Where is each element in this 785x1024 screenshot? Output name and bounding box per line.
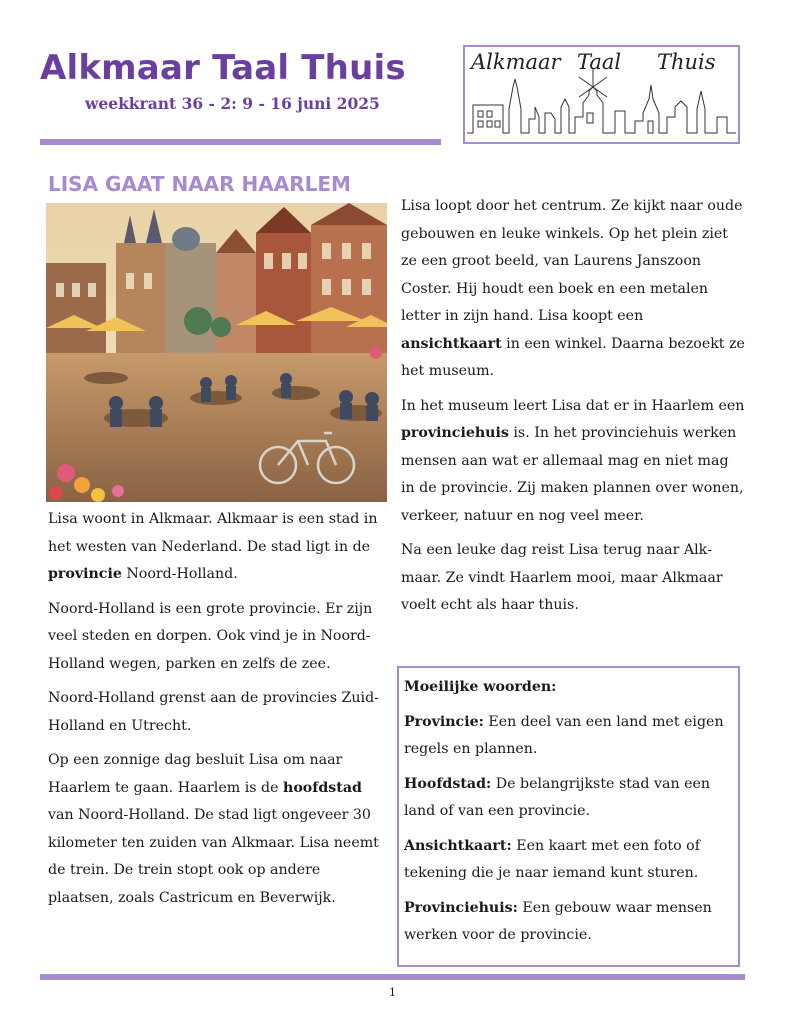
vocabulary-definition: De belangrijkste stad van een land of van een provincie.: [404, 775, 711, 819]
article-left-column: [48, 506, 388, 919]
header-divider: [40, 139, 441, 145]
vocabulary-term: Hoofdstad:: [404, 775, 492, 792]
vocabulary-item: [404, 833, 732, 888]
vocabulary-item: [404, 771, 732, 826]
vocabulary-term: Provincie:: [404, 713, 484, 730]
haarlem-square-photo: [46, 203, 387, 502]
newsletter-title: Alkmaar Taal Thuis: [40, 48, 406, 88]
vocabulary-definition: Een kaart met een foto of tekening die je naar iemand kunt sturen.: [404, 837, 700, 881]
article-paragraph: In het museum leert Lisa dat er in Haarlem een provinciehuis is. In het provinciehuis werken mensen aan wat er allemaal mag en niet mag in de provincie. Zij maken plannen over wonen, verkeer, natuur en nog veel meer.: [401, 397, 745, 524]
vocabulary-definition: Een deel van een land met eigen regels en plannen.: [404, 713, 724, 757]
logo-word-1: Alkmaar: [471, 50, 561, 74]
article-paragraph: Op een zonnige dag besluit Lisa om naar Haarlem te gaan. Haarlem is de hoofdstad van Noord-Holland. De stad ligt ongeveer 30 kilometer ten zuiden van Alkmaar. Lisa neemt de trein. De trein stopt ook op andere plaatsen, zoals Castricum en Beverwijk.: [48, 752, 379, 906]
article-paragraph: Noord-Holland grenst aan de provincies Zuid-Holland en Utrecht.: [48, 690, 379, 734]
vocabulary-item: [404, 709, 732, 764]
vocabulary-box: [397, 666, 740, 967]
vocabulary-term: Ansichtkaart:: [404, 837, 512, 854]
logo-word-3: Thuis: [657, 50, 716, 74]
footer-divider: [40, 974, 745, 980]
article-right-column: [401, 193, 746, 627]
vocabulary-definition: Een gebouw waar mensen werken voor de provincie.: [404, 899, 712, 943]
vocabulary-term: Provinciehuis:: [404, 899, 518, 916]
newsletter-logo: [463, 45, 740, 144]
article-paragraph: Noord-Holland is een grote provincie. Er zijn veel steden en dorpen. Ook vind je in Noord-Holland wegen, parken en zelfs de zee.: [48, 600, 373, 672]
article-title: LISA GAAT NAAR HAARLEM: [48, 172, 351, 196]
vocabulary-item: [404, 895, 732, 950]
article-paragraph: Lisa woont in Alkmaar. Alkmaar is een stad in het westen van Nederland. De stad ligt in de provincie Noord-Holland.: [48, 511, 378, 582]
article-paragraph: Lisa loopt door het centrum. Ze kijkt naar oude gebouwen en leuke winkels. Op het plein ziet ze een groot beeld, van Laurens Janszoon Coster. Hij houdt een boek en een metalen letter in zijn hand. Lisa koopt een ansichtkaart in een winkel. Daarna bezoekt ze het museum.: [401, 198, 745, 379]
article-paragraph: Na een leuke dag reist Lisa terug naar Alkmaar. Ze vindt Haarlem mooi, maar Alkmaar voelt echt als haar thuis.: [401, 542, 723, 613]
skyline-drawing: [467, 69, 736, 133]
vocabulary-heading: Moeilijke woorden:: [404, 679, 557, 695]
page-number: 1: [389, 986, 396, 999]
logo-word-2: Taal: [577, 50, 622, 74]
issue-subtitle: weekkrant 36 - 2: 9 - 16 juni 2025: [85, 94, 380, 113]
